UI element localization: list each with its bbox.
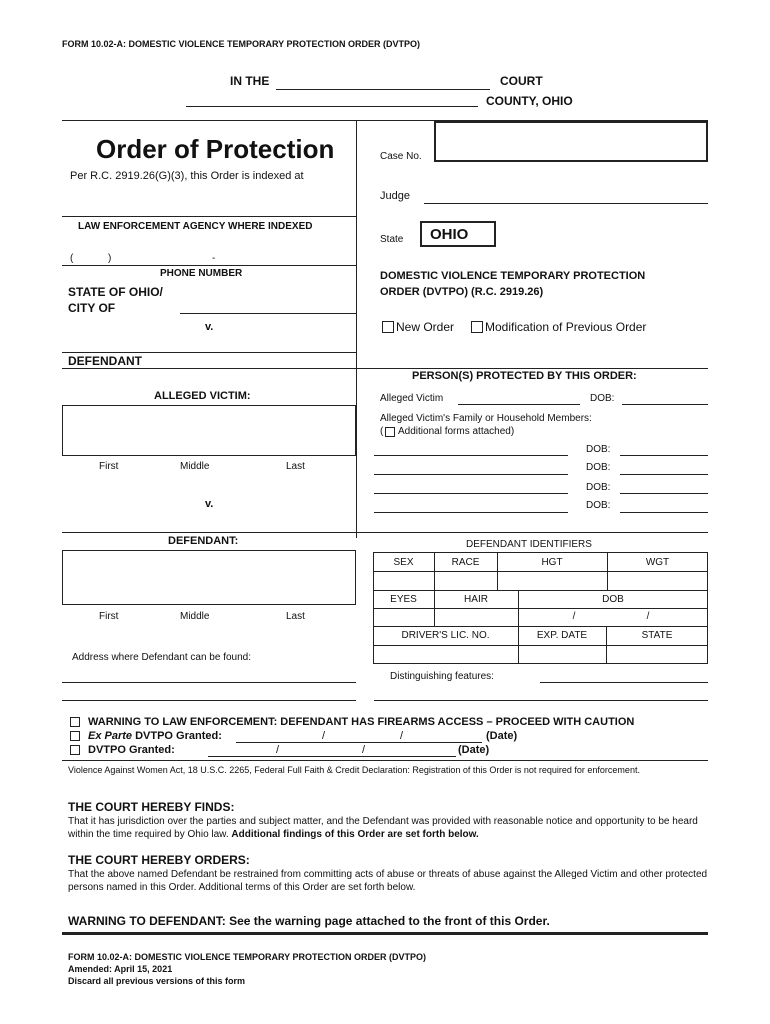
alleged-victim-name-box[interactable] <box>62 405 356 456</box>
id-row-line-2 <box>373 590 708 591</box>
firearms-warning: WARNING TO LAW ENFORCEMENT: DEFENDANT HAS FIREARMS ACCESS – PROCEED WITH CAUTION <box>88 716 635 728</box>
court-finds-body: That it has jurisdiction over the parties and subject matter, and the Defendant was provided with reasonable notice and opportunity to be heard within the time required by Ohio law. <box>68 816 698 840</box>
state-box <box>420 221 496 247</box>
dvtpo-granted-label: DVTPO Granted: <box>88 744 175 756</box>
family-dob-label-4: DOB: <box>586 500 611 511</box>
id-dob-header: DOB <box>602 594 624 605</box>
dvtpo-slash-1: / <box>276 744 280 756</box>
phone-paren-close: ) <box>108 253 112 264</box>
additional-forms-label: Additional forms attached) <box>398 426 515 437</box>
id-state-header: STATE <box>641 630 673 641</box>
judge-line[interactable] <box>424 203 708 204</box>
defendant-last-label: Last <box>286 611 305 622</box>
family-dob-label-2: DOB: <box>586 462 611 473</box>
new-order-checkbox[interactable] <box>382 321 394 333</box>
id-hair-header: HAIR <box>464 594 488 605</box>
footer-amended: Amended: April 15, 2021 <box>68 964 173 974</box>
order-title-line2: ORDER (DVTPO) (R.C. 2919.26) <box>380 286 544 298</box>
versus-1: v. <box>205 321 214 333</box>
dvtpo-date-label: (Date) <box>458 744 490 756</box>
id-row-line-1 <box>373 571 708 572</box>
court-finds-bold: Additional findings of this Order are set forth below. <box>231 829 479 840</box>
id-exp-date-header: EXP. DATE <box>536 630 588 641</box>
court-name-line[interactable] <box>276 89 490 90</box>
distinguishing-line-1[interactable] <box>540 682 708 683</box>
id-dob-slash-1: / <box>572 611 576 622</box>
versus-2: v. <box>205 498 214 510</box>
id-row-line-4 <box>373 626 708 627</box>
case-no-box[interactable] <box>434 121 708 162</box>
order-title-line1: DOMESTIC VIOLENCE TEMPORARY PROTECTION <box>380 270 646 282</box>
family-dob-label-1: DOB: <box>586 444 611 455</box>
victim-dob-label: DOB: <box>590 393 615 404</box>
distinguishing-label: Distinguishing features: <box>390 671 494 682</box>
modification-checkbox[interactable] <box>471 321 483 333</box>
defendant2-label: DEFENDANT: <box>168 535 239 547</box>
address-label: Address where Defendant can be found: <box>72 652 252 663</box>
victim-first-label: First <box>99 461 119 472</box>
agency-label: LAW ENFORCEMENT AGENCY WHERE INDEXED <box>78 221 313 232</box>
phone-dash: - <box>212 253 216 264</box>
family-dob-label-3: DOB: <box>586 482 611 493</box>
distinguishing-line-2[interactable] <box>374 700 708 701</box>
city-of-line[interactable] <box>180 313 356 314</box>
ex-parte-slash-1: / <box>322 730 326 742</box>
phone-line[interactable] <box>62 265 356 266</box>
court-orders-heading: THE COURT HEREBY ORDERS: <box>68 853 250 867</box>
indexed-note: Per R.C. 2919.26(G)(3), this Order is indexed at <box>70 170 304 182</box>
warnings-divider <box>62 760 708 761</box>
id-row-line-3 <box>373 608 708 609</box>
family-member-line-2[interactable] <box>374 474 568 475</box>
family-members-label: Alleged Victim's Family or Household Members: <box>380 413 592 424</box>
court-finds-text <box>68 815 708 841</box>
defendant-label: DEFENDANT <box>68 354 142 368</box>
agency-line[interactable] <box>62 216 356 217</box>
ex-parte-date-label: (Date) <box>486 730 518 742</box>
judge-label: Judge <box>380 190 410 202</box>
footer-discard: Discard all previous versions of this form <box>68 976 246 986</box>
address-line-2[interactable] <box>62 700 356 701</box>
protected-divider <box>356 368 708 369</box>
state-value: OHIO <box>430 226 469 243</box>
family-member-line-4[interactable] <box>374 512 568 513</box>
family-member-line-3[interactable] <box>374 493 568 494</box>
caption-divider <box>356 120 357 538</box>
additional-paren: ( <box>380 426 384 437</box>
in-the-label: IN THE <box>230 74 270 88</box>
city-of-label: CITY OF <box>68 301 116 315</box>
id-sex-header: SEX <box>393 557 414 568</box>
id-race-header: RACE <box>451 557 480 568</box>
state-label: State <box>380 234 404 245</box>
family-dob-line-3[interactable] <box>620 493 708 494</box>
footer-form-title: FORM 10.02-A: DOMESTIC VIOLENCE TEMPORARY PROTECTION ORDER (DVTPO) <box>68 952 427 962</box>
defendant-name-box[interactable] <box>62 550 356 605</box>
family-dob-line-1[interactable] <box>620 455 708 456</box>
family-dob-line-4[interactable] <box>620 512 708 513</box>
footer-rule <box>62 932 708 935</box>
id-hgt-header: HGT <box>541 557 563 568</box>
ex-parte-italic: Ex Parte <box>88 730 133 742</box>
state-of-ohio-label: STATE OF OHIO/ <box>68 285 163 299</box>
id-dob-slash-2: / <box>646 611 650 622</box>
ex-parte-slash-2: / <box>400 730 404 742</box>
new-order-label: New Order <box>396 320 455 334</box>
ex-parte-date-line[interactable] <box>236 742 482 743</box>
address-line-1[interactable] <box>62 682 356 683</box>
court-label: COURT <box>500 74 543 88</box>
victim-dob-line[interactable] <box>622 404 708 405</box>
ex-parte-checkbox[interactable] <box>70 731 80 741</box>
id-drivers-lic-header: DRIVER'S LIC. NO. <box>401 630 490 641</box>
family-member-line-1[interactable] <box>374 455 568 456</box>
county-name-line[interactable] <box>186 106 478 107</box>
id-wgt-header: WGT <box>645 557 670 568</box>
court-orders-text: That the above named Defendant be restrained from committing acts of abuse or threats of abuse against the Alleged Victim and other protected persons named in this Order. Additional terms of this Order are set forth below. <box>68 869 708 893</box>
page-title: Order of Protection <box>96 134 335 164</box>
case-no-label: Case No. <box>380 151 422 162</box>
identifiers-divider <box>356 532 708 533</box>
defendant-line[interactable] <box>62 352 356 353</box>
warning-to-defendant: WARNING TO DEFENDANT: See the warning page attached to the front of this Order. <box>68 914 550 928</box>
alleged-victim-field-line[interactable] <box>458 404 580 405</box>
court-finds-heading: THE COURT HEREBY FINDS: <box>68 800 235 814</box>
firearms-checkbox[interactable] <box>70 717 80 727</box>
defendant-middle-label: Middle <box>180 611 210 622</box>
additional-forms-checkbox[interactable] <box>385 427 395 437</box>
phone-paren-open: ( <box>70 253 74 264</box>
phone-label: PHONE NUMBER <box>160 268 243 279</box>
vawa-declaration: Violence Against Women Act, 18 U.S.C. 2265, Federal Full Faith & Credit Declaration: Registration of this Order is not required for enforcement. <box>68 765 640 775</box>
id-row-line-5 <box>373 645 708 646</box>
dvtpo-date-line[interactable] <box>208 756 456 757</box>
ex-parte-rest: DVTPO Granted: <box>132 730 222 742</box>
defendant-divider <box>62 368 356 369</box>
defendant2-divider <box>62 532 356 533</box>
id-eyes-header: EYES <box>390 594 417 605</box>
victim-middle-label: Middle <box>180 461 210 472</box>
form-title: FORM 10.02-A: DOMESTIC VIOLENCE TEMPORARY PROTECTION ORDER (DVTPO) <box>62 39 421 49</box>
modification-label: Modification of Previous Order <box>485 320 647 334</box>
protected-heading: PERSON(S) PROTECTED BY THIS ORDER: <box>412 370 637 382</box>
defendant-first-label: First <box>99 611 119 622</box>
victim-last-label: Last <box>286 461 305 472</box>
ex-parte-label <box>88 730 222 742</box>
alleged-victim-label: ALLEGED VICTIM: <box>154 390 251 402</box>
identifiers-heading: DEFENDANT IDENTIFIERS <box>466 539 592 550</box>
alleged-victim-field-label: Alleged Victim <box>380 393 444 404</box>
dvtpo-slash-2: / <box>362 744 366 756</box>
county-label: COUNTY, OHIO <box>486 94 573 108</box>
family-dob-line-2[interactable] <box>620 474 708 475</box>
dvtpo-granted-checkbox[interactable] <box>70 745 80 755</box>
